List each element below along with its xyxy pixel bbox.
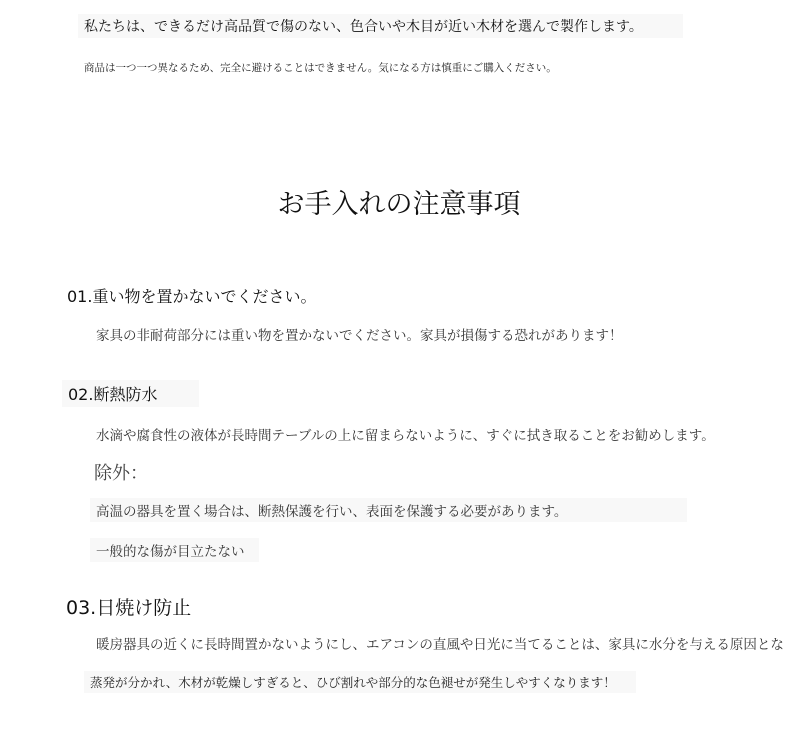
- section-heading-heavy-objects: 01.重い物を置かないでください。: [67, 287, 317, 306]
- exclusion-label: 除外：: [94, 463, 148, 484]
- exclusion-line-2: 一般的な傷が目立たない: [90, 538, 259, 562]
- intro-line-2: 商品は一つ一つ異なるため、完全に避けることはできません。気になる方は慎重にご購入ください。: [84, 62, 557, 74]
- section-body-sun-protection-1: 暖房器具の近くに長時間置かないようにし、エアコンの直風や日光に当てることは、家具に水分を与える原因とな: [96, 637, 784, 653]
- section-body-heavy-objects: 家具の非耐荷部分には重い物を置かないでください。家具が損傷する恐れがあります！: [96, 328, 623, 344]
- section-body-sun-protection-2: 蒸発が分かれ、木材が乾燥しすぎると、ひび割れや部分的な色褪せが発生しやすくなります！: [84, 671, 636, 693]
- exclusion-line-1: 高温の器具を置く場合は、断熱保護を行い、表面を保護する必要があります。: [90, 498, 687, 522]
- intro-line-1: 私たちは、できるだけ高品質で傷のない、色合いや木目が近い木材を選んで製作します。: [78, 14, 683, 38]
- section-heading-waterproof: 02.断熱防水: [62, 380, 199, 407]
- page-title: お手入れの注意事項: [277, 189, 521, 220]
- section-body-waterproof: 水滴や腐食性の液体が長時間テーブルの上に留まらないように、すぐに拭き取ることをお勧めします。: [96, 428, 715, 444]
- section-heading-sun-protection: 03.日焼け防止: [66, 597, 192, 619]
